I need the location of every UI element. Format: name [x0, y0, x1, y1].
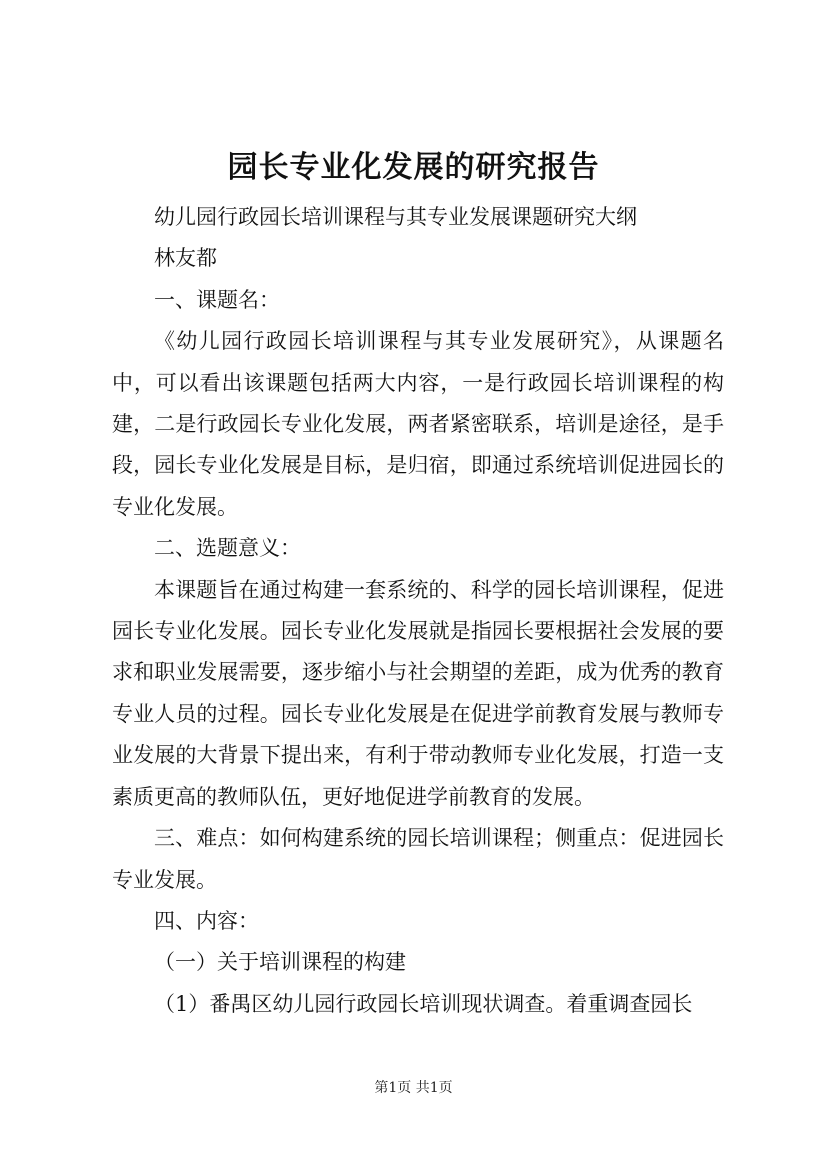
section-heading-topic: 一、课题名： [154, 287, 280, 312]
author-paragraph: 林友都 [154, 246, 217, 271]
subsection-heading-curriculum: （一）关于培训课程的构建 [154, 950, 406, 975]
topic-paragraph: 《幼儿园行政园长培训课程与其专业发展研究》，从课题名中，可以看出该课题包括两大内容，一是行政园长培训课程的构建，二是行政园长专业化发展，两者紧密联系，培训是途径，是手段，园长专业化发展是目标，是归宿，即通过系统培训促进园长的专业化发展。 [112, 329, 724, 519]
significance-paragraph: 本课题旨在通过构建一套系统的、科学的园长培训课程，促进园长专业化发展。园长专业化发展就是指园长要根据社会发展的要求和职业发展需要，逐步缩小与社会期望的差距，成为优秀的教育专业人员的过程。园长专业化发展是在促进学前教育发展与教师专业发展的大背景下提出来，有利于带动教师专业化发展，打造一支素质更高的教师队伍，更好地促进学前教育的发展。 [112, 577, 724, 809]
section-heading-content: 四、内容： [154, 908, 259, 933]
item-paragraph-survey: （1）番禺区幼儿园行政园长培训现状调查。着重调查园长 [154, 991, 693, 1016]
section-heading-significance: 二、选题意义： [154, 536, 301, 561]
page-footer: 第1页 共1页 [374, 1080, 453, 1096]
document-body [112, 197, 724, 1025]
document-title: 园长专业化发展的研究报告 [227, 150, 600, 185]
subtitle-paragraph: 幼儿园行政园长培训课程与其专业发展课题研究大纲 [154, 205, 637, 229]
difficulty-paragraph: 三、难点：如何构建系统的园长培训课程；侧重点：促进园长专业发展。 [112, 826, 724, 892]
